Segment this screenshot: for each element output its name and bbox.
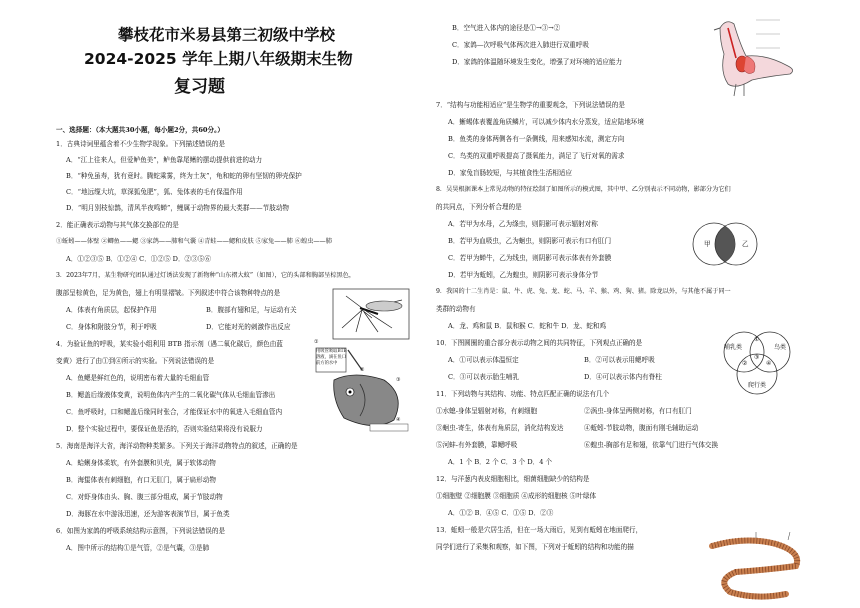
option-line: D．若甲为蚯蚓，乙为蝗虫，则阴影可表示身体分节 [448,271,599,279]
venn-bird-label: 鸟类 [774,344,787,351]
left-column [56,0,401,608]
fish-label: ③ [396,377,401,383]
question-line: 8．吴昊根据课本上常见动物的特征绘制了如图所示的模式图，其中甲、乙分别表示不同动物，影部分为它们 [436,186,731,193]
option-line: A．蜥蜴体表覆盖角质鳞片，可以减少体内水分蒸发，适应陆地环境 [448,118,644,126]
earthworm-figure [706,530,810,606]
option-line: B．鱼类的身体两侧各有一条侧线，用来感知水流，测定方向 [448,135,625,143]
question-line: 9．我国的十二生肖是：鼠、牛、虎、兔、龙、蛇、马、羊、猴、鸡、狗、猪。除龙以外，与其他不属于同一 [436,288,731,295]
option-line: D．④可以表示体内有脊柱 [584,373,662,381]
option-line: C．若甲为蝉牛，乙为线虫，则阴影可表示体表有外套膜 [448,254,612,262]
fish-box-text: 前方的水中 [316,361,338,366]
option-line: D．家兔盲肠较短，与其植食性生活相适应 [448,169,572,177]
option-line: A．蛤蜊身体柔软，有外套膜和贝壳，属于软体动物 [66,459,216,467]
option-line: C．“地远缆大坑，草深狐兔肥”，狐、兔体表的毛有保温作用 [66,188,243,196]
option-line: D．家鸽的体温随环境发生变化，增强了对环境的适应能力 [452,58,623,66]
option-line: A．“江上往来人，但爱鲈鱼美”，鲈鱼靠尾鳍的摆动提供前进的动力 [66,156,263,164]
question-line: 11．下列动物与其结构、功能、特点匹配正确的说法有几个 [436,390,610,398]
option-line: D．它能对光的刺激作出反应 [206,323,291,331]
option-line: C．鱼呼吸时，口和鳃盖后缘同时张合，才能保证水中的氧进入毛细血管内 [66,408,283,416]
option-line: A．①② B．④⑤ C．①⑤ D．②③ [448,509,554,517]
venn-num: ② [742,360,748,367]
question-line: 6．如图为家鸽的呼吸系统结构示意图，下列说法错误的是 [56,527,226,535]
venn-reptile-label: 爬行类 [748,382,767,389]
option-line: ②涡虫-身体呈两侧对称，有口有肛门 [584,407,692,415]
option-line: B．若甲为血吸虫，乙为蛔虫，则阴影可表示有口有肛门 [448,237,612,245]
option-line: C．身体和附肢分节，利于呼吸 [66,323,157,331]
option-line: C．鸟类的双重呼吸提高了摄氧能力，满足了飞行对氧的需求 [448,152,625,160]
venn-num: ① [754,336,760,343]
option-line: B．鳃盖后缘液体变黄，说明鱼体内产生的二氧化碳气体从毛细血管渗出 [66,391,276,399]
venn-label-jia: 甲 [704,240,711,248]
question-line: 1．古典诗词里蕴含着不少生物学现象。下列描述错误的是 [56,140,226,148]
fish-label: ② [360,367,365,373]
option-line: B．②可以表示用鳃呼吸 [584,356,655,364]
option-line: B．“种免虽寿，犹有竟时。腾蛇乘雾，终为土灰”，龟和蛇的卵有坚韧的卵壳保护 [66,172,302,180]
school-title: 攀枝花市米易县第三初级中学校 [118,26,336,44]
venn-num: ③ [754,354,760,361]
question-line: 3．2023年7月，某生物研究团队通过灯诱法发现了新物种“山东褶大蚊”（如图），它的头部和胸部呈棕黑色， [56,272,356,279]
venn-jia-yi-figure [690,220,760,268]
option-line: A．①可以表示体温恒定 [448,356,519,364]
right-column [436,0,814,608]
question-line: 腹部呈棕黄色，足为黄色，翅上有明显褶皱。下列叙述中符合该物种特点的是 [56,289,281,297]
question-line: 同学们进行了采集和观察，如下图，下列对于蚯蚓的结构和功能的描 [436,543,634,551]
option-line: A．①②③⑤ B．①②④ C．①②⑤ D．②③⑤⑥ [66,255,211,263]
exam-title: 2024-2025 学年上期八年级期末生物 [84,50,353,68]
question-line: 5．海南是海洋大省，海洋动物种类繁多。下列关于海洋动物特点的叙述，正确的是 [56,442,298,450]
question-line: 2．能正确表示动物与其气体交换部位的是 [56,221,179,229]
review-title: 复习题 [174,77,225,97]
option-line: B．空气进入体内的途径是①→③→② [452,24,561,32]
question-line: 12．与洋葱内表皮细胞相比，细菌细胞缺少的结构是 [436,475,590,483]
option-line: C．家鸽—次呼吸气体两次进入肺进行双重呼吸 [452,41,589,49]
question-line: ①蚯蚓——体壁 ②鲫鱼——鳃 ③家鸽——肺和气囊 ④青蛙——鳃和皮肤 ⑤家兔——肺 ⑥蝗虫——肺 [56,238,332,245]
question-line: 变黄）进行了由①到④所示的实验。下列说法错误的是 [56,357,215,365]
option-line: A．体表有角质层，起保护作用 [66,306,157,314]
option-line: ⑤河蚌-有外套膜，靠鳃呼吸 [436,441,518,449]
option-line: A．龙、鸡和鼠 B．鼠和猴 C．蛇和牛 D．龙、蛇和鸡 [448,322,607,330]
option-line: A．1 个 B．2 个 C．3 个 D．4 个 [448,458,553,466]
section-heading: 一、选择题：（本大题共30小题，每小题2分，共60分。） [56,126,224,134]
venn-label-yi: 乙 [742,240,749,248]
question-line: 13．蚯蚓一般是穴居生活，但在一场大雨后，见到有蚯蚓在地面爬行， [436,526,643,534]
venn-mammal-label: 哺乳类 [724,344,743,351]
pigeon-respiratory-figure [706,14,800,100]
question-line: 的共同点，下列分析合理的是 [436,203,522,211]
question-line: 类群的动物有 [436,305,476,313]
option-line: B．海蜇体表有刺细胞，有口无肛门，属于扁形动物 [66,476,216,484]
option-line: ①水螅-身体呈辐射对称，有刺细胞 [436,407,538,415]
fish-label: ① [314,339,319,345]
option-line: A．若甲为水母，乙为绦虫，则阴影可表示辐射对称 [448,220,598,228]
option-line: C．对虾身体由头、胸、腹三部分组成，属于节肢动物 [66,493,223,501]
question-line: 4．为验证鱼的呼吸，某实验小组利用 BTB 指示剂（遇二氧化碳后，颜色由蓝 [56,340,283,348]
option-line: ③蛔虫-寄生，体表有角质层，消化结构发达 [436,424,564,432]
option-line: D．海豚在水中游泳迅速，还为游客表演节目，属于鱼类 [66,510,230,518]
venn-num: ④ [766,360,772,367]
option-line: D．“明月别枝惊鹊，清风半夜鸣蝉”，鲤属于动物界的最大类群——节肢动物 [66,204,290,212]
fish-box-text: 用吸管吸取BTB [316,349,347,354]
option-line: ⑥蝗虫-胸部有足和翅，依靠气门进行气体交换 [584,441,719,449]
option-line: A．鱼鳃是鲜红色的，说明密布着大量的毛细血管 [66,374,210,382]
option-line: ④蚯蚓-节肢动物，腹面有刚毛辅助运动 [584,424,699,432]
option-line: B．腹部有翅和足，与运动有关 [206,306,297,314]
option-line: D．整个实验过程中，要保证鱼是活的，否则实验结果将没有说服力 [66,425,263,433]
option-line: C．③可以表示胎生哺乳 [448,373,519,381]
option-line: ①细胞壁 ②细胞膜 ③细胞质 ④成形的细胞核 ⑤叶绿体 [436,492,597,500]
option-line: A．图中所示的结构①是气管，②是气囊，③是肺 [66,544,210,552]
question-line: 7．“结构与功能相适应”是生物学的重要观念，下列说法错误的是 [436,101,625,109]
question-line: 10．下图圆圈的重合部分表示动物之间的共同特征，下列观点正确的是 [436,339,643,347]
crane-fly-figure [332,288,410,340]
fish-label: ④ [396,417,401,423]
fish-box-text: 溶液，滴在鱼口 [316,355,347,360]
